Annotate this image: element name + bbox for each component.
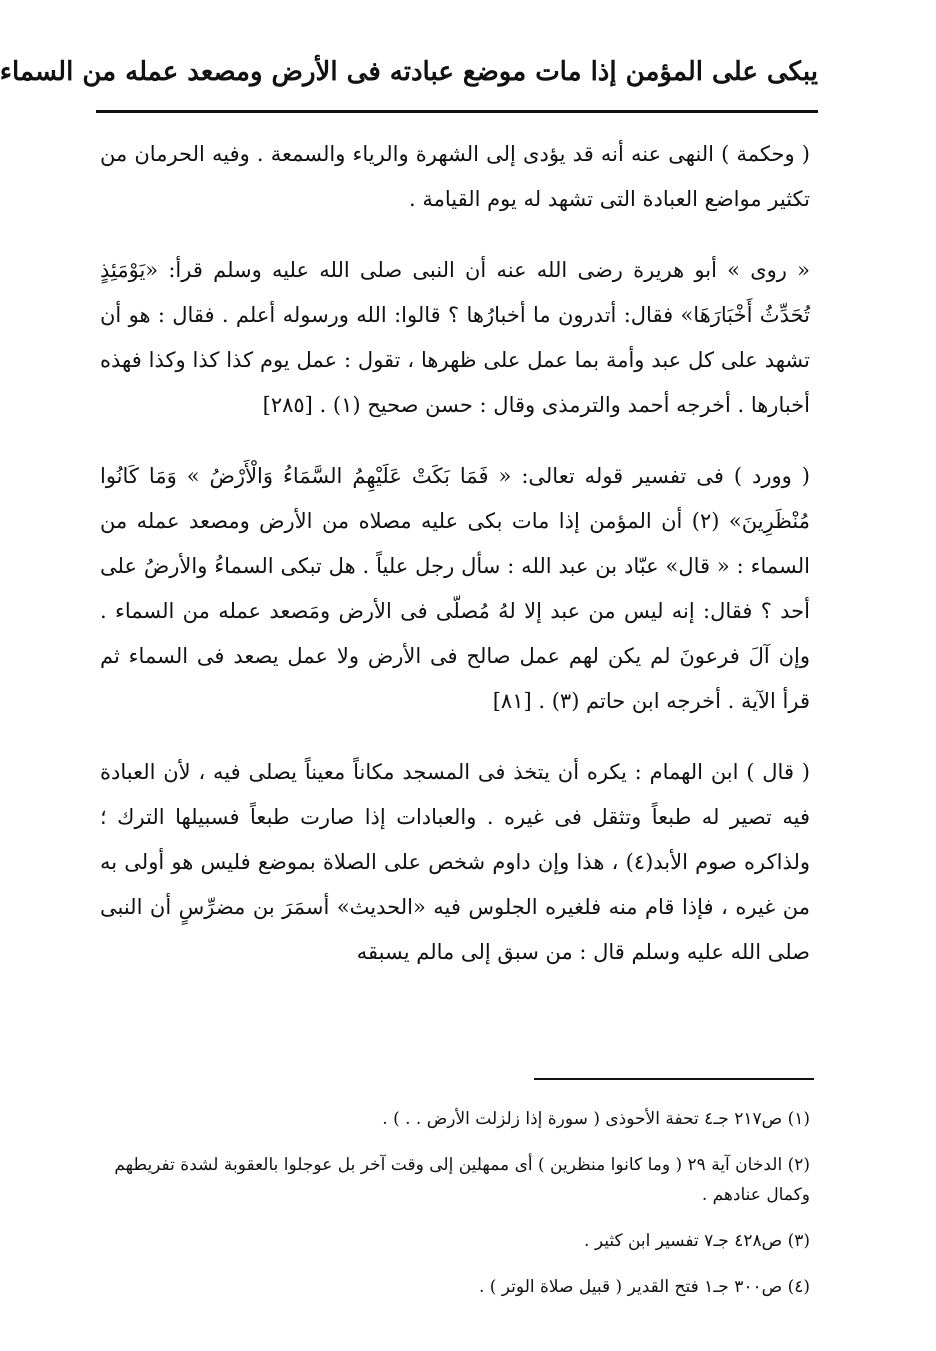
running-header: يبكى على المؤمن إذا مات موضع عبادته فى الأرض ومصعد عمله من السماء xyxy=(0,57,818,87)
paragraph-tafsir: ( وورد ) فى تفسير قوله تعالى: « فَمَا بَكَتْ عَلَيْهِمُ السَّمَاءُ وَالْأَرْضُ » وَمَا كَانُوا مُنْظَرِينَ» (٢) أن المؤمن إذا مات بكى عليه مصلاه من الأرض ومصعد عمله من السماء : « قال» عبّاد بن عبد الله : سأل رجل علياً . هل تبكى السماءُ والأرضُ على أحد ؟ فقال: إنه ليس من عبد إلا لهُ مُصلّى فى الأرض ومَصعد عمله من السماء . وإن آلَ فرعونَ لم يكن لهم عمل صالح فى الأرض ولا عمل يصعد فى السماء ثم قرأ الآية . أخرجه ابن حاتم (٣) . [٨١] xyxy=(100,464,810,713)
paragraph-hadith-abu-hurayra: « روى » أبو هريرة رضى الله عنه أن النبى صلى الله عليه وسلم قرأ: «يَوْمَئِذٍ تُحَدِّثُ أَخْبَارَهَا» فقال: أتدرون ما أخبارُها ؟ قالوا: الله ورسوله أعلم . فقال : هو أن تشهد على كل عبد وأمة بما عمل على ظهرها ، تقول : عمل يوم كذا كذا وكذا فهذه أخبارها . أخرجه أحمد والترمذى وقال : حسن صحيح (١) . [٢٨٥] xyxy=(100,258,810,417)
footnote-3: (٣) ص٤٢٨ جـ٧ تفسير ابن كثير . xyxy=(584,1231,810,1251)
main-text xyxy=(100,132,810,1001)
footnote-separator xyxy=(534,1078,814,1080)
footnote-2: (٢) الدخان آية ٢٩ ( وما كانوا منظرين ) أى ممهلين إلى وقت آخر بل عوجلوا بالعقوبة لشدة تفريطهم وكمال عنادهم . xyxy=(114,1155,810,1205)
paragraph-wisdom: ( وحكمة ) النهى عنه أنه قد يؤدى إلى الشهرة والرياء والسمعة . وفيه الحرمان من تكثير مواضع العبادة التى تشهد له يوم القيامة . xyxy=(100,142,810,211)
paragraph-ibn-alhumam: ( قال ) ابن الهمام : يكره أن يتخذ فى المسجد مكاناً معيناً يصلى فيه ، لأن العبادة فيه تصير له طبعاً وتثقل فى غيره . والعبادات إذا صارت طبعاً فسبيلها الترك ؛ ولذاكره صوم الأبد(٤) ، هذا وإن داوم شخص على الصلاة بموضع فليس هو أولى به من غيره ، فإذا قام منه فلغيره الجلوس فيه «الحديث» أسمَرَ بن مضرِّسٍ أن النبى صلى الله عليه وسلم قال : من سبق إلى مالم يسبقه xyxy=(100,760,811,964)
footnote-1: (١) ص٢١٧ جـ٤ تحفة الأحوذى ( سورة إذا زلزلت الأرض . . ) . xyxy=(382,1109,810,1129)
footnotes xyxy=(112,1104,810,1318)
footnote-4: (٤) ص٣٠٠ جـ١ فتح القدير ( قبيل صلاة الوتر ) . xyxy=(478,1277,810,1297)
header-rule xyxy=(96,110,818,113)
